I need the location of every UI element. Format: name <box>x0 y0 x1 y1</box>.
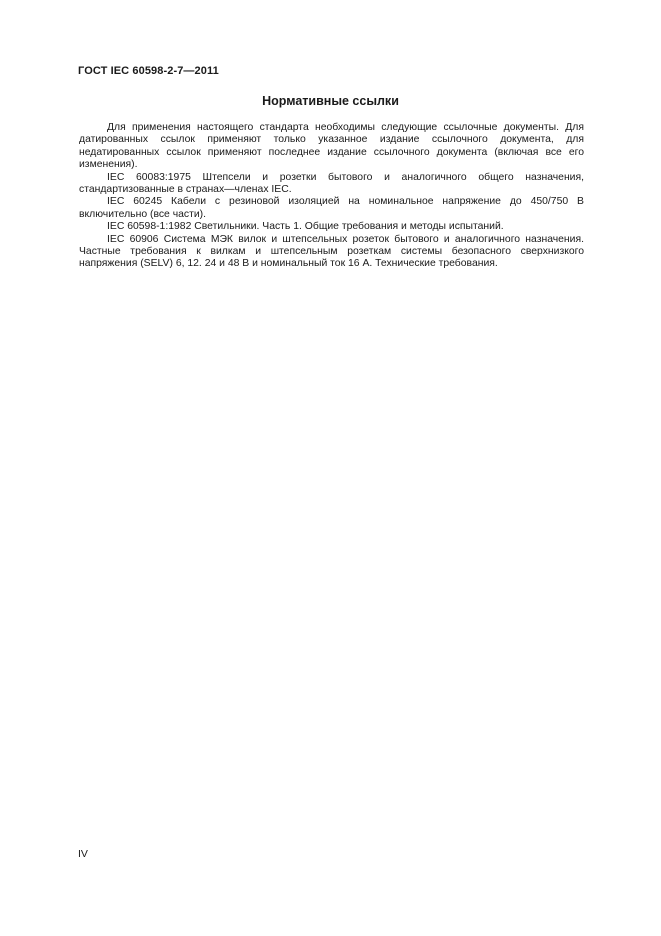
document-header: ГОСТ IEC 60598-2-7—2011 <box>78 65 219 77</box>
section-title: Нормативные ссылки <box>262 94 399 108</box>
reference-iec-60598-1: IEC 60598-1:1982 Светильники. Часть 1. Общие требования и методы испытаний. <box>107 221 504 233</box>
reference-iec-60083: IEC 60083:1975 Штепсели и розетки бытового и аналогичного общего назначения, стандартизованные в странах—членах IEC. <box>79 171 584 196</box>
intro-paragraph: Для применения настоящего стандарта необходимы следующие ссылочные документы. Для датированных ссылок применяют только указанное издание ссылочного документа, для недатированных ссылок применяют последнее издание ссылочного документа (включая все его изменения). <box>79 122 584 171</box>
references-body <box>79 122 584 271</box>
reference-iec-60245: IEC 60245 Кабели с резиновой изоляцией на номинальное напряжение до 450/750 В включительно (все части). <box>79 196 584 220</box>
reference-iec-60906: IEC 60906 Система МЭК вилок и штепсельных розеток бытового и аналогичного назначения. Частные требования к вилкам и штепсельным розеткам системы безопасного сверхнизкого напряжения (SELV) 6, 12. 24 и 48 В и номинальный ток 16 А. Технические требования. <box>79 233 584 270</box>
page-number: IV <box>78 848 88 860</box>
